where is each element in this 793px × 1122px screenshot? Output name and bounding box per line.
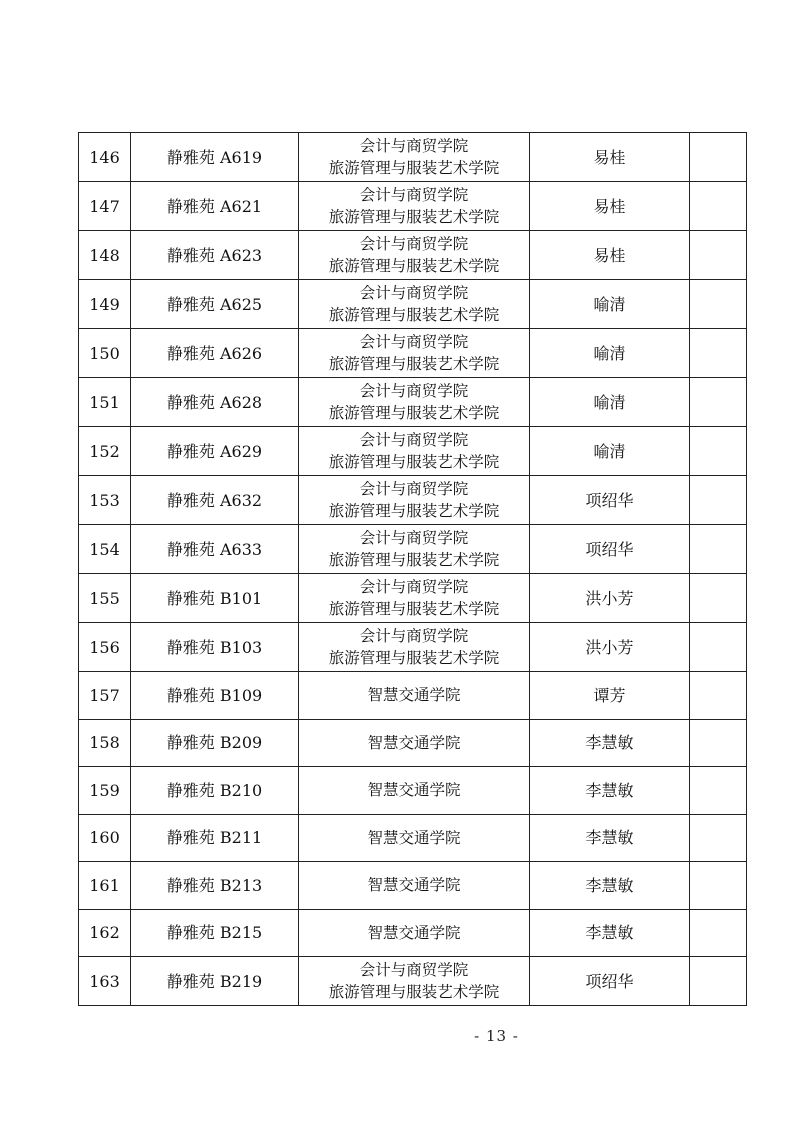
department-line: 会计与商贸学院	[359, 627, 469, 645]
row-number-cell: 160	[79, 814, 131, 862]
room-cell: 静雅苑 B109	[131, 672, 299, 720]
room-cell: 静雅苑 A629	[131, 427, 299, 476]
row-number-cell: 152	[79, 427, 131, 476]
department-cell	[299, 329, 530, 378]
department-cell	[299, 476, 530, 525]
table-row	[79, 862, 747, 910]
row-number-cell: 159	[79, 767, 131, 815]
room-cell: 静雅苑 A628	[131, 378, 299, 427]
person-in-charge-cell: 项绍华	[530, 957, 690, 1006]
department-cell	[299, 719, 530, 767]
room-cell: 静雅苑 A626	[131, 329, 299, 378]
note-cell	[690, 672, 747, 720]
department-line: 会计与商贸学院	[359, 137, 469, 155]
room-cell: 静雅苑 B209	[131, 719, 299, 767]
note-cell	[690, 909, 747, 957]
dormitory-assignment-table	[78, 132, 747, 1006]
room-cell: 静雅苑 B213	[131, 862, 299, 910]
department-cell	[299, 909, 530, 957]
person-in-charge-cell: 李慧敏	[530, 814, 690, 862]
department-cell	[299, 672, 530, 720]
department-line: 会计与商贸学院	[359, 578, 469, 596]
department-line: 旅游管理与服装艺术学院	[328, 257, 500, 275]
room-cell: 静雅苑 A621	[131, 182, 299, 231]
department-line: 旅游管理与服装艺术学院	[328, 306, 500, 324]
room-cell: 静雅苑 A632	[131, 476, 299, 525]
table-row	[79, 672, 747, 720]
person-in-charge-cell: 李慧敏	[530, 767, 690, 815]
table-row	[79, 814, 747, 862]
person-in-charge-cell: 喻清	[530, 378, 690, 427]
row-number-cell: 151	[79, 378, 131, 427]
note-cell	[690, 767, 747, 815]
row-number-cell: 161	[79, 862, 131, 910]
note-cell	[690, 329, 747, 378]
department-line: 会计与商贸学院	[359, 284, 469, 302]
department-line: 智慧交通学院	[367, 828, 461, 847]
note-cell	[690, 133, 747, 182]
note-cell	[690, 378, 747, 427]
department-cell	[299, 623, 530, 672]
department-line: 会计与商贸学院	[359, 431, 469, 449]
department-line: 旅游管理与服装艺术学院	[328, 502, 500, 520]
table-row	[79, 427, 747, 476]
department-line: 旅游管理与服装艺术学院	[328, 159, 500, 177]
person-in-charge-cell: 谭芳	[530, 672, 690, 720]
note-cell	[690, 476, 747, 525]
person-in-charge-cell: 易桂	[530, 231, 690, 280]
department-line: 旅游管理与服装艺术学院	[328, 600, 500, 618]
table-row	[79, 280, 747, 329]
person-in-charge-cell: 喻清	[530, 427, 690, 476]
department-line: 智慧交通学院	[367, 923, 461, 942]
table-row	[79, 476, 747, 525]
row-number-cell: 146	[79, 133, 131, 182]
department-cell	[299, 957, 530, 1006]
department-line: 会计与商贸学院	[359, 961, 469, 979]
note-cell	[690, 814, 747, 862]
table-row	[79, 525, 747, 574]
person-in-charge-cell: 易桂	[530, 182, 690, 231]
room-cell: 静雅苑 A619	[131, 133, 299, 182]
row-number-cell: 147	[79, 182, 131, 231]
note-cell	[690, 231, 747, 280]
department-cell	[299, 767, 530, 815]
person-in-charge-cell: 李慧敏	[530, 909, 690, 957]
note-cell	[690, 182, 747, 231]
department-cell	[299, 378, 530, 427]
department-line: 智慧交通学院	[367, 733, 461, 752]
note-cell	[690, 957, 747, 1006]
department-cell	[299, 525, 530, 574]
department-cell	[299, 231, 530, 280]
department-cell	[299, 814, 530, 862]
row-number-cell: 154	[79, 525, 131, 574]
department-line: 旅游管理与服装艺术学院	[328, 649, 500, 667]
note-cell	[690, 623, 747, 672]
room-cell: 静雅苑 B210	[131, 767, 299, 815]
note-cell	[690, 525, 747, 574]
department-line: 会计与商贸学院	[359, 529, 469, 547]
room-cell: 静雅苑 B215	[131, 909, 299, 957]
person-in-charge-cell: 洪小芳	[530, 574, 690, 623]
table-body	[79, 133, 747, 1006]
row-number-cell: 162	[79, 909, 131, 957]
department-line: 会计与商贸学院	[359, 382, 469, 400]
row-number-cell: 148	[79, 231, 131, 280]
row-number-cell: 158	[79, 719, 131, 767]
person-in-charge-cell: 项绍华	[530, 525, 690, 574]
department-cell	[299, 427, 530, 476]
note-cell	[690, 280, 747, 329]
department-cell	[299, 182, 530, 231]
row-number-cell: 150	[79, 329, 131, 378]
table-row	[79, 182, 747, 231]
room-cell: 静雅苑 B211	[131, 814, 299, 862]
department-line: 会计与商贸学院	[359, 333, 469, 351]
note-cell	[690, 862, 747, 910]
department-line: 会计与商贸学院	[359, 186, 469, 204]
room-cell: 静雅苑 B219	[131, 957, 299, 1006]
department-line: 旅游管理与服装艺术学院	[328, 355, 500, 373]
table-row	[79, 133, 747, 182]
row-number-cell: 156	[79, 623, 131, 672]
table-row	[79, 623, 747, 672]
department-cell	[299, 862, 530, 910]
page-number: - 13 -	[474, 1027, 519, 1045]
department-cell	[299, 280, 530, 329]
table-row	[79, 909, 747, 957]
room-cell: 静雅苑 A625	[131, 280, 299, 329]
department-line: 智慧交通学院	[367, 781, 461, 800]
row-number-cell: 163	[79, 957, 131, 1006]
row-number-cell: 155	[79, 574, 131, 623]
table-row	[79, 329, 747, 378]
department-line: 智慧交通学院	[367, 876, 461, 895]
table-row	[79, 231, 747, 280]
note-cell	[690, 427, 747, 476]
department-line: 旅游管理与服装艺术学院	[328, 453, 500, 471]
department-line: 旅游管理与服装艺术学院	[328, 404, 500, 422]
table-row	[79, 767, 747, 815]
person-in-charge-cell: 喻清	[530, 280, 690, 329]
department-line: 旅游管理与服装艺术学院	[328, 551, 500, 569]
department-line: 旅游管理与服装艺术学院	[328, 983, 500, 1001]
person-in-charge-cell: 项绍华	[530, 476, 690, 525]
row-number-cell: 149	[79, 280, 131, 329]
table-row	[79, 719, 747, 767]
table-row	[79, 574, 747, 623]
table-row	[79, 378, 747, 427]
department-line: 会计与商贸学院	[359, 235, 469, 253]
department-cell	[299, 133, 530, 182]
room-cell: 静雅苑 B103	[131, 623, 299, 672]
department-line: 旅游管理与服装艺术学院	[328, 208, 500, 226]
person-in-charge-cell: 易桂	[530, 133, 690, 182]
person-in-charge-cell: 李慧敏	[530, 862, 690, 910]
department-line: 会计与商贸学院	[359, 480, 469, 498]
room-cell: 静雅苑 B101	[131, 574, 299, 623]
person-in-charge-cell: 喻清	[530, 329, 690, 378]
table-row	[79, 957, 747, 1006]
room-cell: 静雅苑 A633	[131, 525, 299, 574]
note-cell	[690, 719, 747, 767]
person-in-charge-cell: 洪小芳	[530, 623, 690, 672]
row-number-cell: 153	[79, 476, 131, 525]
room-cell: 静雅苑 A623	[131, 231, 299, 280]
note-cell	[690, 574, 747, 623]
person-in-charge-cell: 李慧敏	[530, 719, 690, 767]
department-line: 智慧交通学院	[367, 686, 461, 705]
department-cell	[299, 574, 530, 623]
row-number-cell: 157	[79, 672, 131, 720]
